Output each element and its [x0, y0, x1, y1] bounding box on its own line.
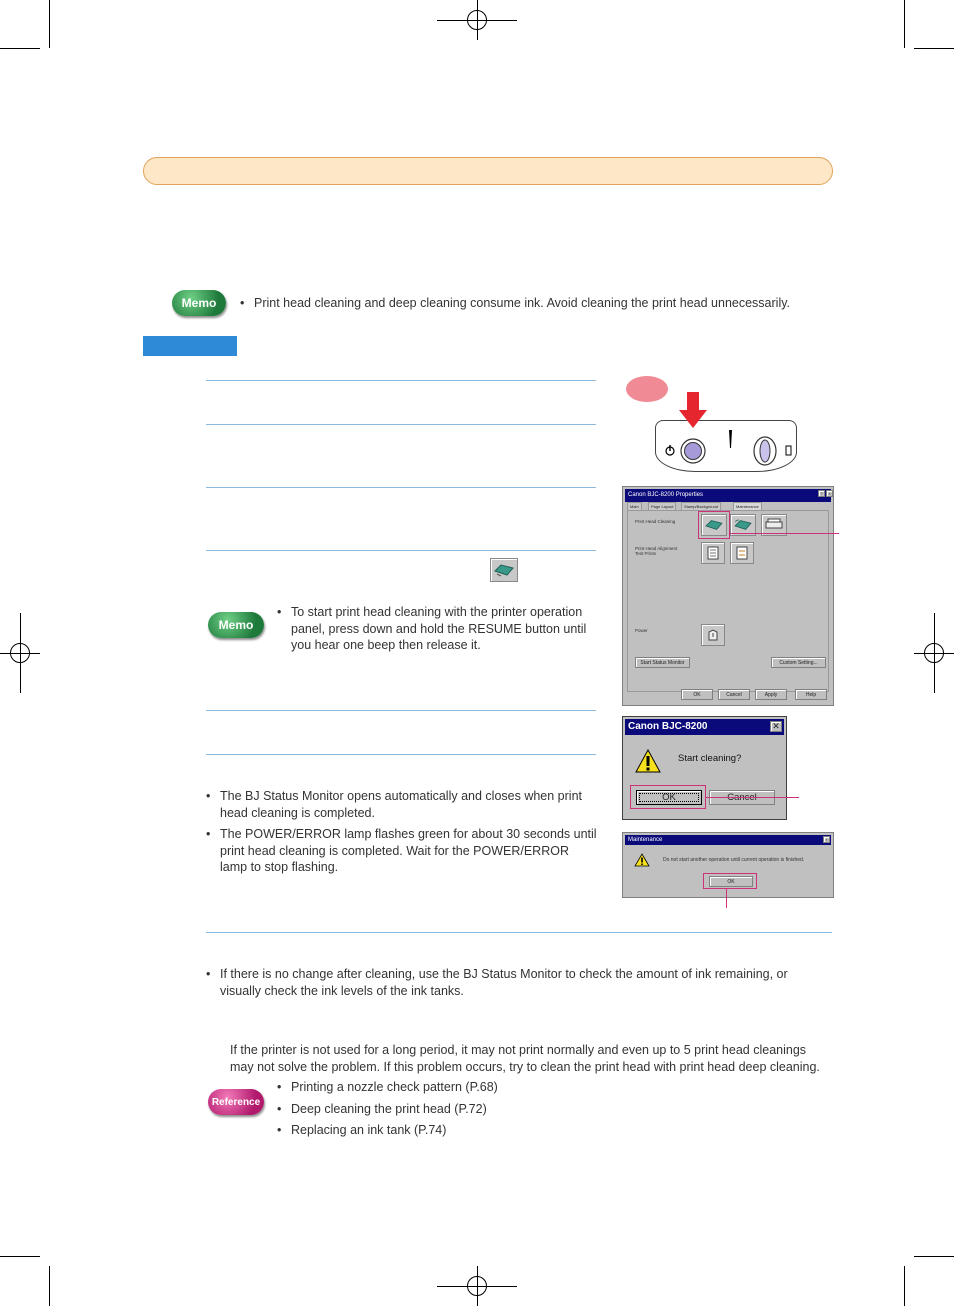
- reference-link[interactable]: • Replacing an ink tank (P.74): [277, 1122, 577, 1139]
- custom-setting-button[interactable]: Custom Setting...: [771, 657, 826, 668]
- step-divider: [206, 550, 596, 551]
- ok-button[interactable]: OK: [709, 876, 753, 887]
- registration-line: [20, 613, 21, 693]
- confirm-message: Start cleaning?: [678, 753, 742, 764]
- step-divider: [206, 487, 596, 488]
- memo-badge: Memo: [208, 612, 264, 638]
- press-arrow-icon: [679, 392, 707, 428]
- after-note-list: [206, 966, 816, 1004]
- tab-stamp-background[interactable]: Stamp/Background: [681, 502, 721, 511]
- maintenance-dialog-title: Maintenance: [625, 835, 831, 845]
- warning-icon: [634, 853, 650, 867]
- crop-mark: [49, 1266, 50, 1306]
- callout-line: [729, 533, 839, 534]
- close-icon[interactable]: ✕: [770, 721, 782, 732]
- status-note: • The POWER/ERROR lamp flashes green for about 30 seconds until print head cleaning is completed. Wait for the POWER/ERROR lamp to stop flashing.: [206, 826, 598, 876]
- step-memo-text: • To start print head cleaning with the printer operation panel, press down and hold the RESUME button until you hear one beep then release it.: [277, 604, 595, 654]
- confirm-dialog: [622, 716, 787, 820]
- ok-highlight: [703, 873, 757, 889]
- reference-badge: Reference: [208, 1089, 264, 1115]
- ok-button[interactable]: OK: [636, 790, 702, 805]
- callout-line: [705, 797, 799, 798]
- tab-main[interactable]: Main: [627, 502, 642, 511]
- status-notes-list: [206, 788, 598, 881]
- alignment-label: Print Head Alignment Test Prints: [635, 546, 678, 556]
- confirm-dialog-title: Canon BJC-8200: [625, 719, 784, 735]
- procedure-tab: [143, 336, 237, 356]
- status-note: • The BJ Status Monitor opens automatically and closes when print head cleaning is completed.: [206, 788, 598, 821]
- step-divider: [206, 380, 596, 381]
- crop-mark: [0, 48, 40, 49]
- callout-line: [726, 888, 727, 908]
- top-memo-list: [240, 295, 830, 317]
- apply-button[interactable]: Apply: [755, 689, 787, 700]
- top-memo-text: • Print head cleaning and deep cleaning consume ink. Avoid cleaning the print head unnecessarily.: [240, 295, 830, 312]
- step-memo-list: [277, 604, 595, 659]
- memo-badge: Memo: [172, 290, 226, 316]
- properties-dialog: [622, 486, 834, 706]
- close-icon[interactable]: ×: [826, 490, 833, 497]
- crop-mark: [914, 48, 954, 49]
- step-divider: [206, 754, 596, 755]
- crop-mark: [904, 1266, 905, 1306]
- power-off-button[interactable]: [701, 624, 725, 646]
- after-note: • If there is no change after cleaning, use the BJ Status Monitor to check the amount of ink remaining, or visually check the ink levels of the ink tanks.: [206, 966, 816, 999]
- crop-mark: [914, 1256, 954, 1257]
- long-period-note: If the printer is not used for a long period, it may not print normally and even up to 5 print head cleanings may not solve the problem. If this problem occurs, try to clean the print head with print head deep cleaning.: [230, 1043, 820, 1074]
- start-status-monitor-button[interactable]: Start Status Monitor: [635, 657, 690, 668]
- print-head-cleaning-label: Print Head Cleaning: [635, 519, 676, 524]
- step-divider: [206, 710, 596, 711]
- cancel-button[interactable]: Cancel: [718, 689, 750, 700]
- print-head-cleaning-icon: [490, 558, 518, 582]
- alignment-button[interactable]: [730, 542, 754, 564]
- operation-panel-drawing: [655, 390, 805, 475]
- section-title-bar: [143, 157, 833, 185]
- close-icon[interactable]: ×: [823, 836, 830, 843]
- ok-button[interactable]: OK: [681, 689, 713, 700]
- warning-icon: [635, 749, 661, 773]
- power-label: Power: [635, 628, 648, 633]
- properties-dialog-title: Canon BJC-8200 Properties: [625, 489, 831, 502]
- step-divider: [206, 932, 832, 933]
- registration-line: [477, 0, 478, 40]
- reference-link[interactable]: • Printing a nozzle check pattern (P.68): [277, 1079, 577, 1096]
- tab-page-layout[interactable]: Page Layout: [648, 502, 676, 511]
- crop-mark: [0, 1256, 40, 1257]
- reference-link[interactable]: • Deep cleaning the print head (P.72): [277, 1101, 577, 1118]
- ok-highlight: [630, 785, 706, 809]
- cleaning-highlight: [698, 511, 730, 539]
- help-button[interactable]: Help: [795, 689, 827, 700]
- tab-maintenance[interactable]: Maintenance: [733, 502, 762, 511]
- nozzle-check-button[interactable]: [701, 542, 725, 564]
- maintenance-dialog: [622, 832, 834, 898]
- crop-mark: [49, 0, 50, 48]
- help-title-button[interactable]: ?: [818, 490, 825, 497]
- registration-line: [477, 1266, 478, 1306]
- power-error-lamp-icon: [729, 430, 732, 448]
- resume-icon: [786, 446, 791, 455]
- reference-list: [277, 1079, 577, 1144]
- maintenance-message: Do not start another operation until current operation is finished.: [663, 857, 805, 863]
- crop-mark: [904, 0, 905, 48]
- registration-line: [934, 613, 935, 693]
- step-divider: [206, 424, 596, 425]
